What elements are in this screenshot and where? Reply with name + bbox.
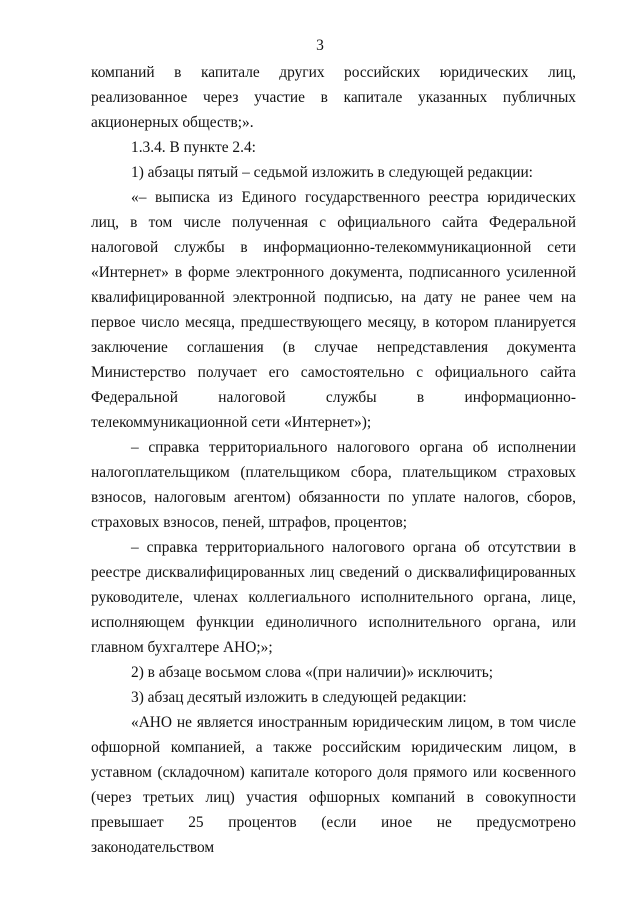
paragraph-egrul-extract: «– выписка из Единого государственного реестра юридических лиц, в том числе полученная с официального сайта Федеральной налоговой службы в информационно-телекоммуникационной сети «Интернет» в форме электронного документа, подписанного усиленной квалифицированной электронной подписью, на дату не ранее чем на первое число месяца, предшествующего месяцу, в котором планируется заключение соглашения (в случае непредставления документа Министерство получает его самостоятельно с официального сайта Федеральной налоговой службы в информационно-телекоммуникационной сети «Интернет»); [91,189,576,431]
paragraph-ano-offshore: «АНО не является иностранным юридическим лицом, в том числе офшорной компанией, а также российским юридическим лицом, в уставном (складочном) капитале которого доля прямого или косвенного (через третьих лиц) участия офшорных компаний в совокупности превышает 25 процентов (если иное не предусмотрено законодательством [91,714,576,856]
document-body [91,60,576,860]
paragraph-clause-1-3-4: 1.3.4. В пункте 2.4: [131,139,256,156]
paragraph-tax-certificate: – справка территориального налогового органа об исполнении налогоплательщиком (плательщиком сбора, плательщиком страховых взносов, налоговым агентом) обязанности по уплате налогов, сборов, страховых взносов, пеней, штрафов, процентов; [91,439,576,531]
page-number: 3 [316,37,324,54]
paragraph-item-3: 3) абзац десятый изложить в следующей редакции: [131,689,467,706]
paragraph-disqualified-registry: – справка территориального налогового органа об отсутствии в реестре дисквалифицированных лиц сведений о дисквалифицированных руководителе, членах коллегиального исполнительного органа, лице, исполняющем функции единоличного исполнительного органа, или главном бухгалтере АНО;»; [91,539,576,656]
paragraph-continuation: компаний в капитале других российских юридических лиц, реализованное через участие в капитале указанных публичных акционерных обществ;». [91,64,576,131]
paragraph-item-2: 2) в абзаце восьмом слова «(при наличии)» исключить; [131,664,494,681]
paragraph-item-1: 1) абзацы пятый – седьмой изложить в следующей редакции: [131,164,533,181]
